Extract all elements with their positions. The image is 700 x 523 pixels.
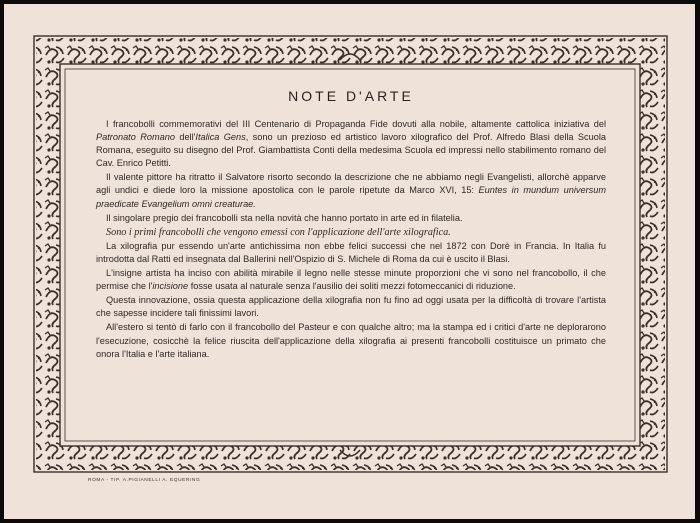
p1-text-c: dell' xyxy=(174,132,196,143)
paragraph-8: All'estero si tentò di farlo con il francobollo del Pasteur e con qualche altro; ma la stampa ed i critici d'arte ne deplorarono l'esecuzione, cosicchè la felice riuscita dell'applicazione della xilografia ai presenti francobolli costituisce un primato che onora l'Italia e l'arte italiana. xyxy=(96,322,606,359)
paragraph-7: Questa innovazione, ossia questa applicazione della xilografia non fu fino ad oggi usata per la difficoltà di trovare l'artista che sapesse incidere tali finissimi lavori. xyxy=(96,295,606,319)
p6-text-c: fosse usata al naturale senza l'ausilio dei soliti mezzi fotomeccanici di riduzione. xyxy=(188,281,516,292)
printer-credit: ROMA - TIP. A.PIGIANELLI A. EQUERING xyxy=(88,478,201,483)
p2-text-a: Il valente pittore ha ritratto il Salvatore risorto secondo la descrizione che ne abbiamo negli Evangelisti, allorchè apparve agli undici e diede loro la missione apostolica con le parole ripetute da Marco XVI, 15: xyxy=(96,172,606,196)
p6-text-a: L'insigne artista ha inciso con abilità mirabile il legno nelle stesse minute proporzioni che vi sono nel francobollo, il che permise che l' xyxy=(96,268,606,292)
page-title: NOTE D'ARTE xyxy=(288,88,414,104)
p1-text-e: , sono un prezioso ed artistico lavoro xilografico del Prof. Alfredo Blasi della Scuola Romana, eseguito su disegno del Prof. Giambattista Conti della medesima Scuola ed impressi nello stabilimento romano del Cav. Enrico Petitti. xyxy=(96,132,607,169)
p1-text-b: Patronato Romano xyxy=(96,132,175,143)
main-text xyxy=(96,88,606,418)
paragraph-6 xyxy=(96,267,606,293)
p1-text-a: I francobolli commemorativi del III Centenario di Propaganda Fide dovuti alla nobile, altamente cattolica iniziativa del xyxy=(106,119,606,129)
p2-text-b: Euntes in mundum universum praedicate Evangelium omni creaturae. xyxy=(96,185,606,209)
p1-text-d: Italica Gens xyxy=(195,132,246,143)
paragraph-4: Sono i primi francobolli che vengono emessi con l'applicazione dell'arte xilografica. xyxy=(106,226,451,238)
paragraph-2 xyxy=(96,171,606,210)
p6-text-b: incisione xyxy=(152,281,189,292)
paragraph-1 xyxy=(96,118,606,170)
paragraph-5: La xilografia pur essendo un'arte antichissima non ebbe felici successi che nel 1872 con Dorè in Francia. In Italia fu introdotta dal Ratti ed insegnata dal Ballerini nell'Ospizio di S. Michele di Roma da cui è uscito il Blasi. xyxy=(96,240,606,264)
paragraph-3: Il singolare pregio dei francobolli sta nella novità che hanno portato in arte ed in filatelia. xyxy=(106,212,463,223)
